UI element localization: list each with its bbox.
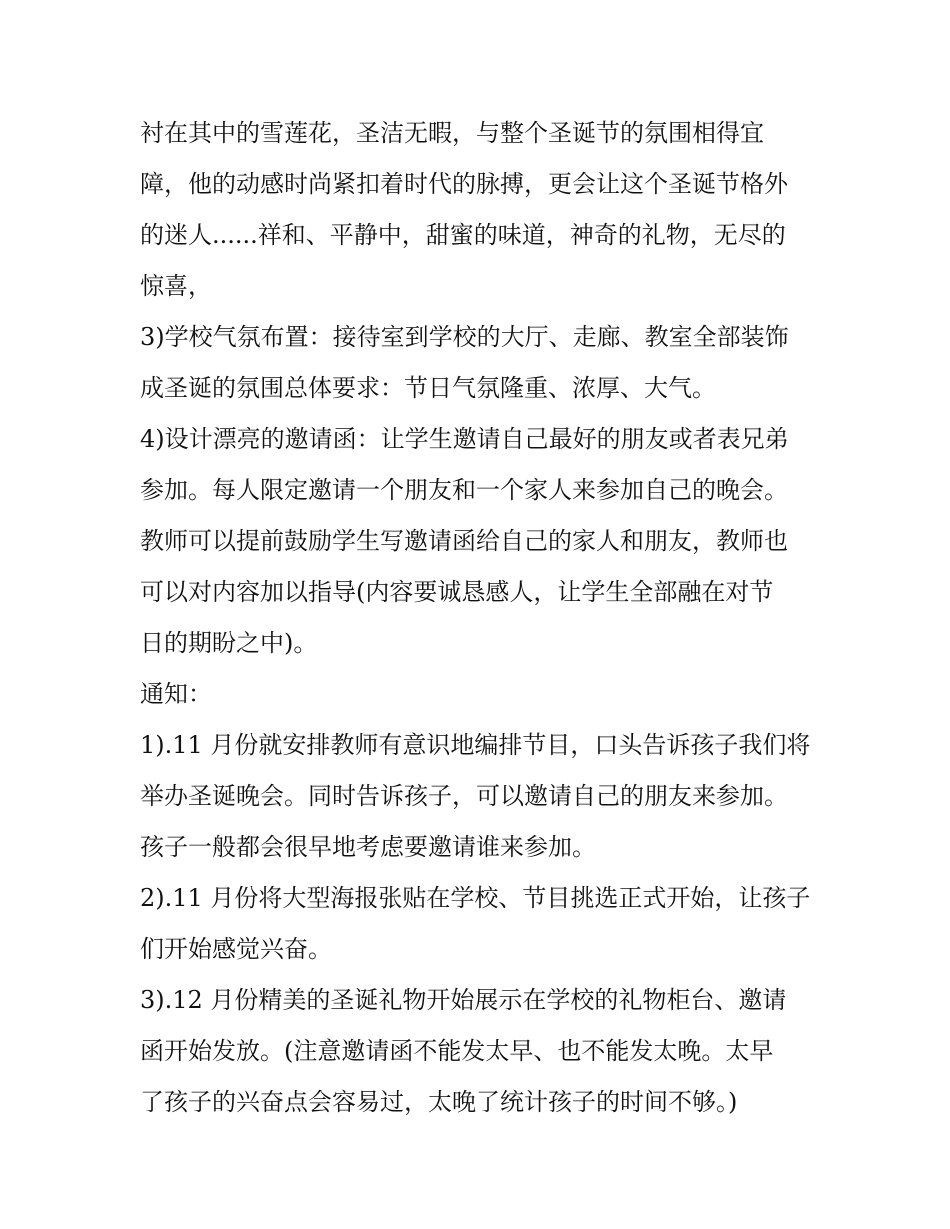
text-line: 2).11 月份将大型海报张贴在学校、节目挑选正式开始，让孩子 <box>140 884 811 912</box>
text-line: 障，他的动感时尚紧扣着时代的脉搏，更会让这个圣诞节格外 <box>140 170 788 198</box>
text-line: 日的期盼之中)。 <box>140 629 318 657</box>
section-heading: 通知： <box>140 680 212 708</box>
text-line: 参加。每人限定邀请一个朋友和一个家人来参加自己的晚会。 <box>140 476 788 504</box>
text-line: 1).11 月份就安排教师有意识地编排节目，口头告诉孩子我们将 <box>140 731 811 759</box>
text-line: 惊喜， <box>140 272 212 300</box>
text-line: 3).12 月份精美的圣诞礼物开始展示在学校的礼物柜台、邀请 <box>140 986 787 1014</box>
text-line: 可以对内容加以指导(内容要诚恳感人，让学生全部融在对节 <box>140 578 774 606</box>
text-line: 举办圣诞晚会。同时告诉孩子，可以邀请自己的朋友来参加。 <box>140 782 788 810</box>
text-line: 们开始感觉兴奋。 <box>140 935 332 963</box>
text-line: 4)设计漂亮的邀请函：让学生邀请自己最好的朋友或者表兄弟 <box>140 425 789 453</box>
text-line: 的迷人......祥和、平静中，甜蜜的味道，神奇的礼物，无尽的 <box>140 221 786 249</box>
text-line: 教师可以提前鼓励学生写邀请函给自己的家人和朋友，教师也 <box>140 527 788 555</box>
text-line: 衬在其中的雪莲花，圣洁无暇，与整个圣诞节的氛围相得宜 <box>140 119 764 147</box>
text-line: 函开始发放。(注意邀请函不能发太早、也不能发太晚。太早 <box>140 1037 774 1065</box>
document-body <box>140 108 830 1128</box>
text-line: 成圣诞的氛围总体要求：节日气氛隆重、浓厚、大气。 <box>140 374 716 402</box>
text-line: 孩子一般都会很早地考虑要邀请谁来参加。 <box>140 833 596 861</box>
text-line: 3)学校气氛布置：接待室到学校的大厅、走廊、教室全部装饰 <box>140 323 789 351</box>
text-line: 了孩子的兴奋点会容易过，太晚了统计孩子的时间不够。) <box>140 1088 738 1116</box>
